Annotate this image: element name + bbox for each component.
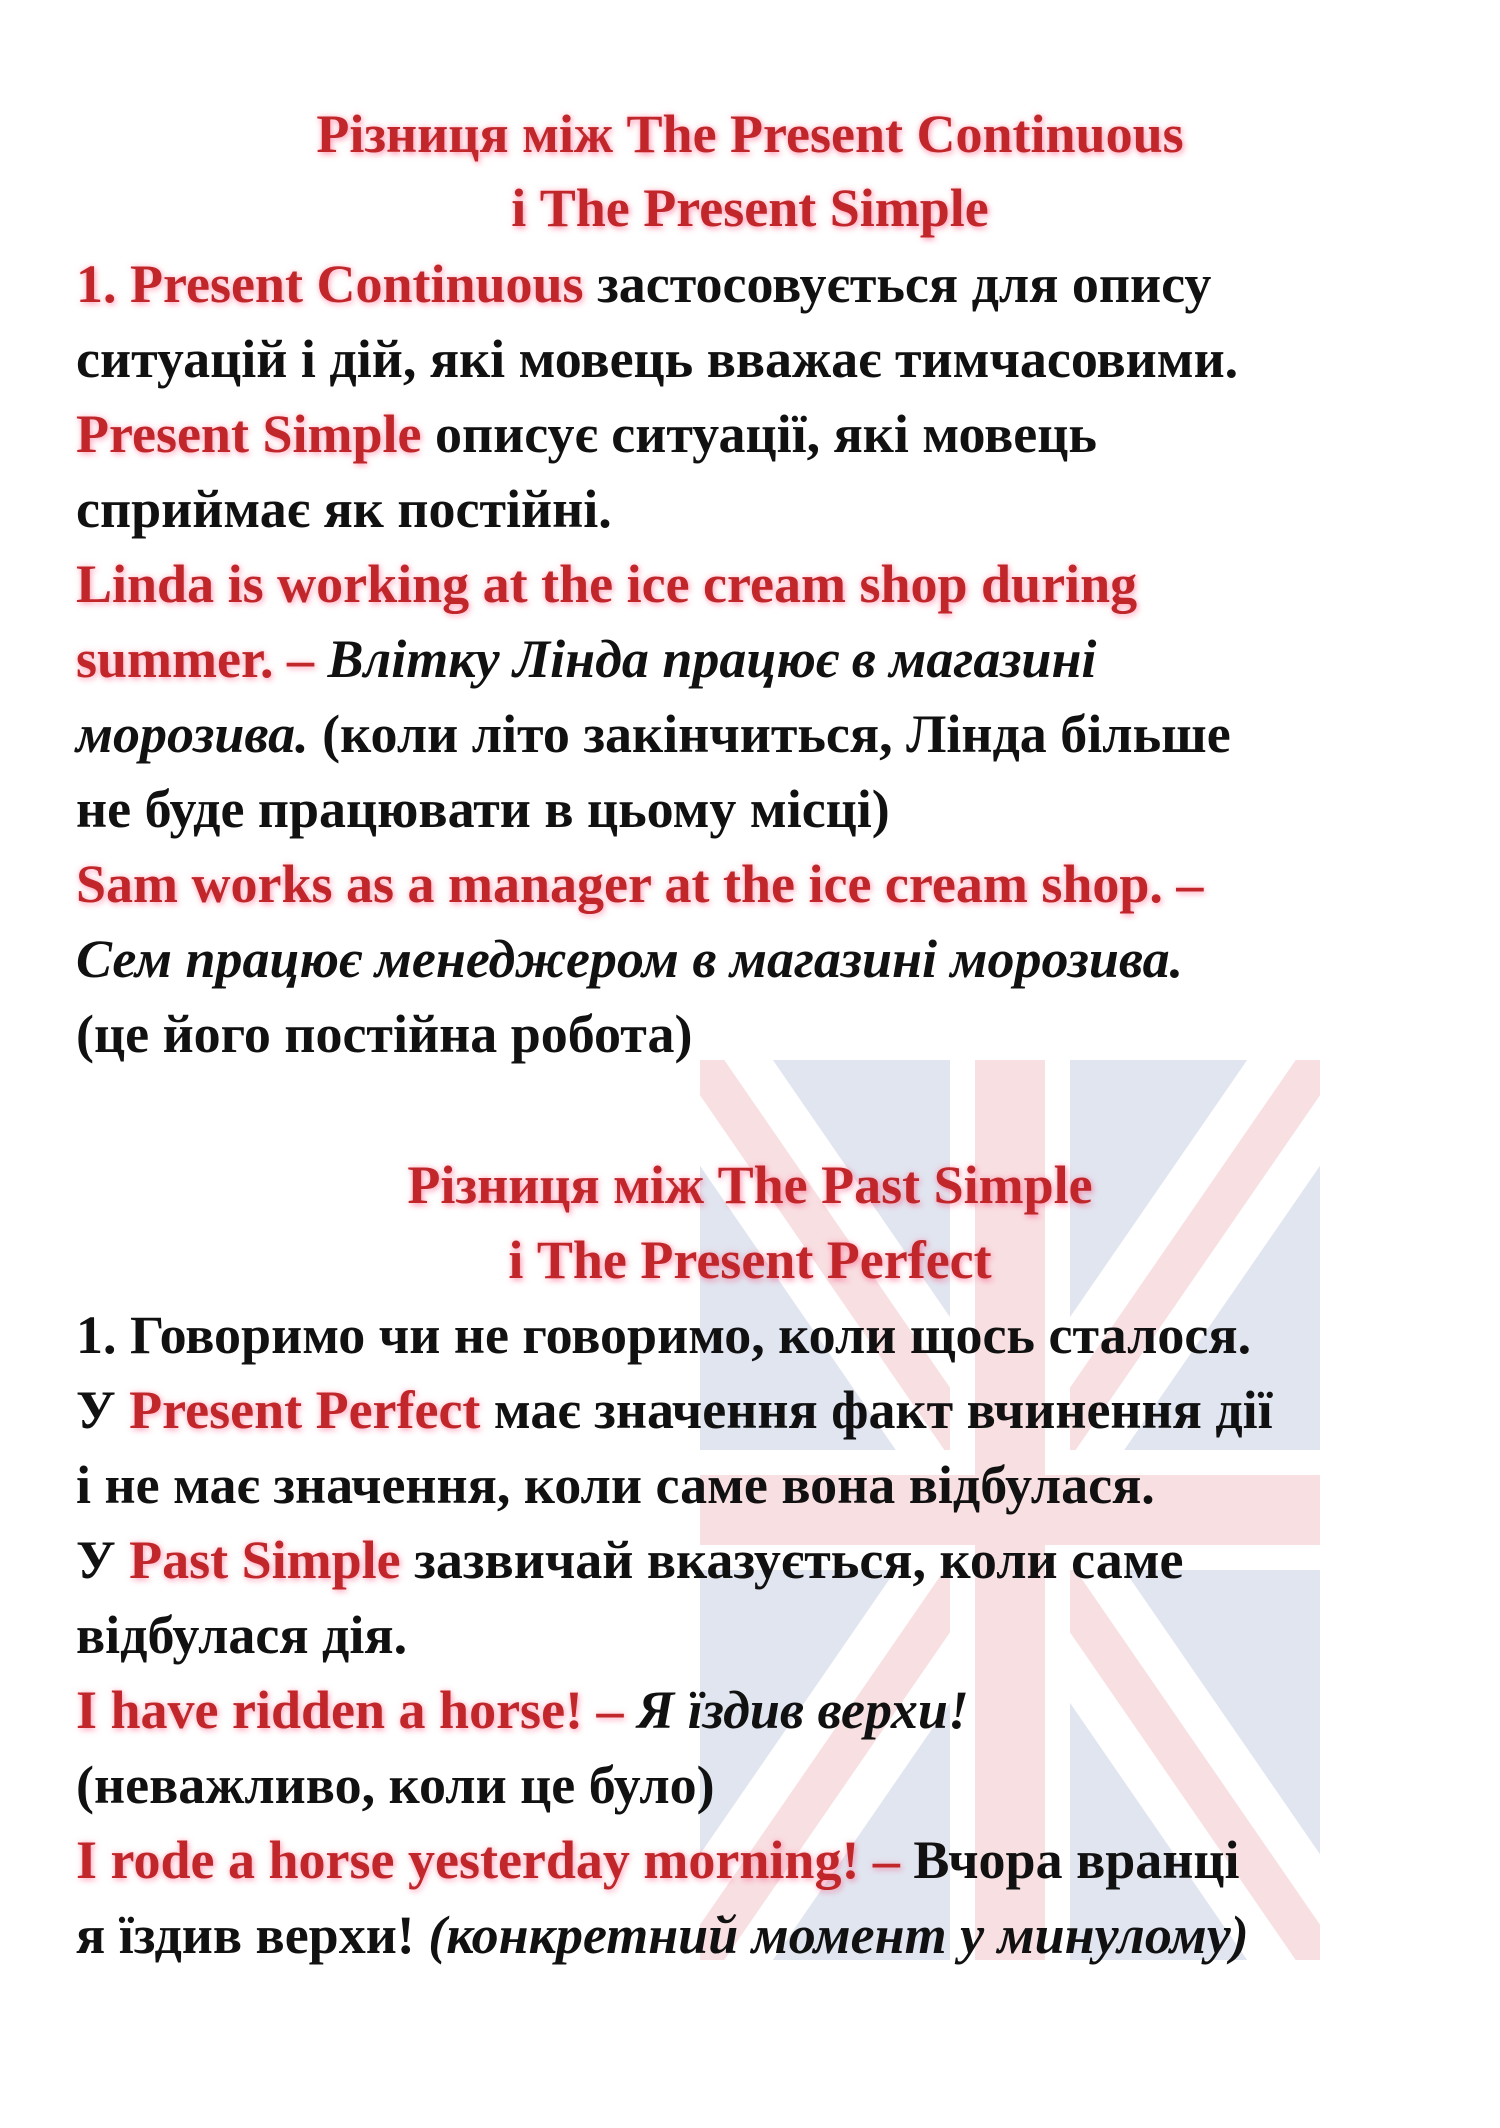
para-number: 1. — [76, 254, 117, 314]
term-present-perfect: Present Perfect — [129, 1380, 481, 1440]
section2-title-line1: Різниця між The Past Simple — [407, 1155, 1093, 1215]
explanation-text: 1. Говоримо чи не говоримо, коли щось сталося. — [76, 1305, 1252, 1365]
example-english: summer. – — [76, 629, 314, 689]
example-english: Sam works as a manager at the ice cream shop. – — [76, 854, 1204, 914]
term-past-simple: Past Simple — [129, 1530, 401, 1590]
section2-example2 — [76, 1823, 1476, 1973]
explanation-text: застосовується для опису — [597, 254, 1212, 314]
explanation-text: має значення факт вчинення дії — [493, 1380, 1273, 1440]
explanation-text: зазвичай вказується, коли саме — [414, 1530, 1184, 1590]
example-english: I rode a horse yesterday morning! – — [76, 1830, 900, 1890]
section2-explanation — [76, 1298, 1476, 1673]
explanation-text: описує ситуації, які мовець — [434, 404, 1097, 464]
example-note: (коли літо закінчиться, Лінда більше — [322, 704, 1231, 764]
explanation-text: У — [76, 1530, 116, 1590]
example-note: (неважливо, коли це було) — [76, 1755, 715, 1815]
section1-title-line1: Різниця між The Present Continuous — [316, 104, 1184, 164]
example-note: (конкретний момент у минулому) — [428, 1905, 1249, 1965]
explanation-text: сприймає як постійні. — [76, 479, 612, 539]
example-translation: Я їздив верхи! — [637, 1680, 969, 1740]
section1-example1 — [76, 547, 1476, 847]
example-note: не буде працювати в цьому місці) — [76, 779, 890, 839]
section2-example1 — [76, 1673, 1476, 1823]
section1-title-line2: і The Present Simple — [511, 178, 989, 238]
section1-explanation — [76, 247, 1476, 547]
explanation-text: відбулася дія. — [76, 1605, 408, 1665]
section1-example2 — [76, 847, 1476, 1072]
term-present-continuous: Present Continuous — [130, 254, 584, 314]
example-translation: Влітку Лінда працює в магазині — [327, 629, 1097, 689]
section2-title-line2: і The Present Perfect — [508, 1230, 992, 1290]
example-note: (це його постійна робота) — [76, 1004, 693, 1064]
example-translation: Вчора вранці — [913, 1830, 1240, 1890]
example-translation: я їздив верхи! — [76, 1905, 415, 1965]
example-english: Linda is working at the ice cream shop during — [76, 554, 1138, 614]
term-present-simple: Present Simple — [76, 404, 422, 464]
explanation-text: У — [76, 1380, 116, 1440]
explanation-text: і не має значення, коли саме вона відбулася. — [76, 1455, 1155, 1515]
example-english: I have ridden a horse! – — [76, 1680, 624, 1740]
explanation-text: ситуацій і дій, які мовець вважає тимчасовими. — [76, 329, 1239, 389]
example-translation: Сем працює менеджером в магазині морозива. — [76, 929, 1184, 989]
example-translation: морозива. — [76, 704, 309, 764]
